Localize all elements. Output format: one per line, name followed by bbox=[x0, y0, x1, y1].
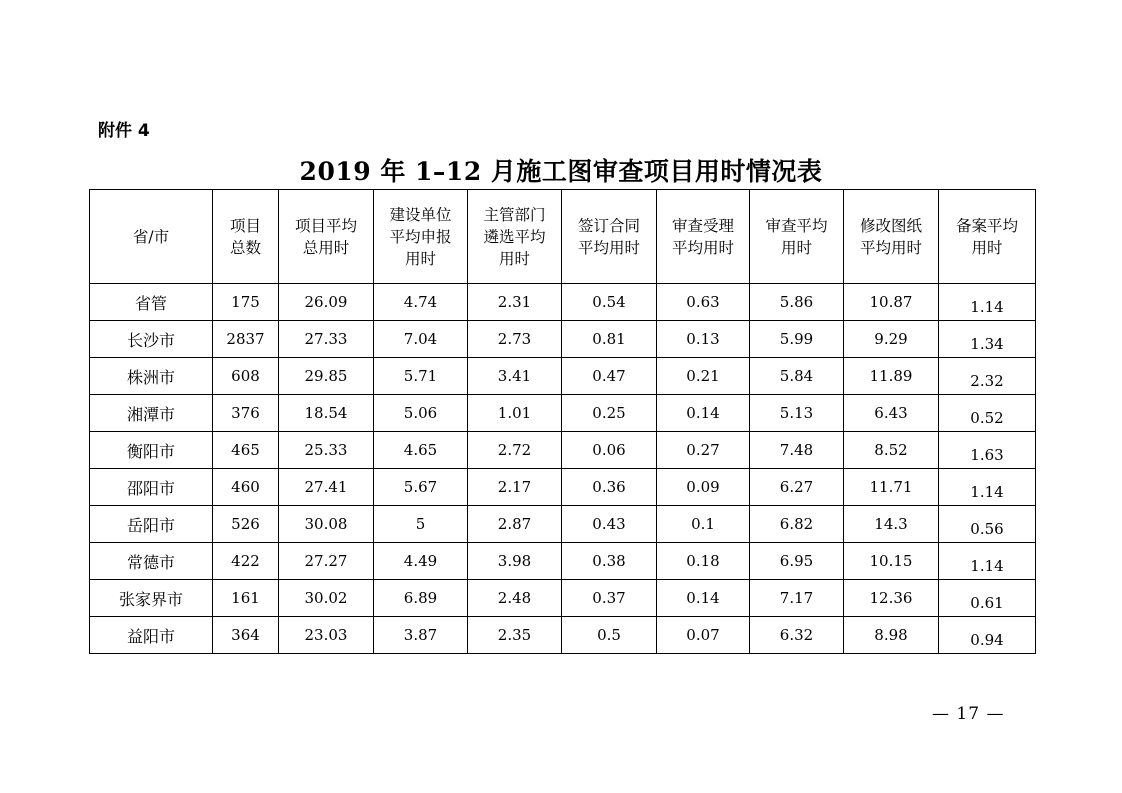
column-header-line: 平均用时 bbox=[671, 238, 734, 257]
table-cell: 422 bbox=[213, 543, 279, 580]
table-cell: 11.71 bbox=[844, 469, 939, 506]
table-cell: 0.54 bbox=[562, 284, 657, 321]
table-cell: 0.43 bbox=[562, 506, 657, 543]
region-name-cell: 株洲市 bbox=[90, 358, 213, 395]
table-cell: 4.49 bbox=[374, 543, 468, 580]
table-cell: 8.52 bbox=[844, 432, 939, 469]
region-name-cell: 湘潭市 bbox=[90, 395, 213, 432]
table-cell: 2.31 bbox=[468, 284, 562, 321]
table-cell: 608 bbox=[213, 358, 279, 395]
column-header bbox=[213, 190, 279, 284]
table-cell: 0.52 bbox=[939, 395, 1036, 432]
table-cell: 5.67 bbox=[374, 469, 468, 506]
column-header bbox=[90, 190, 213, 284]
column-header-line: 项目 bbox=[229, 216, 261, 235]
column-header bbox=[750, 190, 844, 284]
table-cell: 7.17 bbox=[750, 580, 844, 617]
region-name-cell: 常德市 bbox=[90, 543, 213, 580]
table-cell: 18.54 bbox=[279, 395, 374, 432]
table-cell: 460 bbox=[213, 469, 279, 506]
table-row bbox=[90, 543, 1036, 580]
table-cell: 364 bbox=[213, 617, 279, 654]
table-cell: 1.14 bbox=[939, 543, 1036, 580]
project-time-table bbox=[89, 189, 1036, 654]
table-row bbox=[90, 395, 1036, 432]
table-cell: 0.61 bbox=[939, 580, 1036, 617]
table-row bbox=[90, 580, 1036, 617]
column-header-line: 总数 bbox=[229, 238, 261, 257]
table-cell: 7.04 bbox=[374, 321, 468, 358]
table-cell: 0.81 bbox=[562, 321, 657, 358]
column-header-line: 总用时 bbox=[302, 238, 350, 257]
table-cell: 0.1 bbox=[657, 506, 750, 543]
table-cell: 0.5 bbox=[562, 617, 657, 654]
column-header bbox=[562, 190, 657, 284]
table-cell: 2.48 bbox=[468, 580, 562, 617]
column-header-line: 用时 bbox=[780, 238, 812, 257]
table-cell: 27.33 bbox=[279, 321, 374, 358]
table-cell: 1.01 bbox=[468, 395, 562, 432]
table-cell: 5.71 bbox=[374, 358, 468, 395]
table-cell: 11.89 bbox=[844, 358, 939, 395]
table-cell: 0.63 bbox=[657, 284, 750, 321]
table-cell: 1.34 bbox=[939, 321, 1036, 358]
region-name-cell: 衡阳市 bbox=[90, 432, 213, 469]
table-row bbox=[90, 432, 1036, 469]
table-cell: 0.38 bbox=[562, 543, 657, 580]
table-cell: 23.03 bbox=[279, 617, 374, 654]
table-cell: 2.32 bbox=[939, 358, 1036, 395]
page-number: — 17 — bbox=[932, 704, 1005, 724]
table-cell: 0.37 bbox=[562, 580, 657, 617]
table-cell: 27.27 bbox=[279, 543, 374, 580]
table-cell: 2.35 bbox=[468, 617, 562, 654]
table-header bbox=[90, 190, 1036, 284]
table-cell: 5 bbox=[374, 506, 468, 543]
column-header-line: 审查平均 bbox=[765, 216, 828, 235]
table-cell: 26.09 bbox=[279, 284, 374, 321]
table-cell: 0.21 bbox=[657, 358, 750, 395]
column-header-line: 修改图纸 bbox=[859, 216, 922, 235]
column-header-line: 签订合同 bbox=[577, 216, 640, 235]
table-cell: 14.3 bbox=[844, 506, 939, 543]
region-name-cell: 张家界市 bbox=[90, 580, 213, 617]
column-header-line: 用时 bbox=[971, 238, 1003, 257]
table-cell: 10.15 bbox=[844, 543, 939, 580]
table-cell: 12.36 bbox=[844, 580, 939, 617]
table-row bbox=[90, 469, 1036, 506]
table-cell: 6.95 bbox=[750, 543, 844, 580]
table-cell: 465 bbox=[213, 432, 279, 469]
table-cell: 9.29 bbox=[844, 321, 939, 358]
table-cell: 10.87 bbox=[844, 284, 939, 321]
table-cell: 0.06 bbox=[562, 432, 657, 469]
table-cell: 0.56 bbox=[939, 506, 1036, 543]
table-cell: 175 bbox=[213, 284, 279, 321]
table-cell: 1.14 bbox=[939, 469, 1036, 506]
table-cell: 0.09 bbox=[657, 469, 750, 506]
column-header-line: 用时 bbox=[404, 249, 436, 268]
table-cell: 2837 bbox=[213, 321, 279, 358]
table-cell: 30.02 bbox=[279, 580, 374, 617]
table-row bbox=[90, 617, 1036, 654]
attachment-label: 附件 4 bbox=[98, 121, 150, 141]
table-cell: 0.94 bbox=[939, 617, 1036, 654]
table-cell: 30.08 bbox=[279, 506, 374, 543]
column-header-line: 项目平均 bbox=[294, 216, 357, 235]
table-cell: 6.27 bbox=[750, 469, 844, 506]
column-header-line: 平均申报 bbox=[389, 227, 452, 246]
table-cell: 25.33 bbox=[279, 432, 374, 469]
table-cell: 0.18 bbox=[657, 543, 750, 580]
table-cell: 5.06 bbox=[374, 395, 468, 432]
table-body bbox=[90, 284, 1036, 654]
region-name-cell: 长沙市 bbox=[90, 321, 213, 358]
table-cell: 3.41 bbox=[468, 358, 562, 395]
table-cell: 0.36 bbox=[562, 469, 657, 506]
header-row bbox=[90, 190, 1036, 284]
region-name-cell: 益阳市 bbox=[90, 617, 213, 654]
table-cell: 0.14 bbox=[657, 580, 750, 617]
table-cell: 4.74 bbox=[374, 284, 468, 321]
table-cell: 5.86 bbox=[750, 284, 844, 321]
table-cell: 526 bbox=[213, 506, 279, 543]
table-cell: 7.48 bbox=[750, 432, 844, 469]
table-row bbox=[90, 321, 1036, 358]
table-cell: 2.72 bbox=[468, 432, 562, 469]
table-cell: 2.87 bbox=[468, 506, 562, 543]
region-name-cell: 岳阳市 bbox=[90, 506, 213, 543]
region-name-cell: 省管 bbox=[90, 284, 213, 321]
column-header-line: 平均用时 bbox=[859, 238, 922, 257]
column-header bbox=[374, 190, 468, 284]
table-cell: 3.98 bbox=[468, 543, 562, 580]
column-header-line: 遴选平均 bbox=[483, 227, 546, 246]
column-header-line: 用时 bbox=[498, 249, 530, 268]
column-header bbox=[279, 190, 374, 284]
column-header-line: 审查受理 bbox=[671, 216, 734, 235]
table-cell: 0.13 bbox=[657, 321, 750, 358]
table-cell: 0.07 bbox=[657, 617, 750, 654]
column-header bbox=[844, 190, 939, 284]
column-header-line: 平均用时 bbox=[577, 238, 640, 257]
table-cell: 0.25 bbox=[562, 395, 657, 432]
column-header bbox=[468, 190, 562, 284]
table-cell: 5.84 bbox=[750, 358, 844, 395]
region-name-cell: 邵阳市 bbox=[90, 469, 213, 506]
table-cell: 27.41 bbox=[279, 469, 374, 506]
table-cell: 5.13 bbox=[750, 395, 844, 432]
table-cell: 6.32 bbox=[750, 617, 844, 654]
table-cell: 6.82 bbox=[750, 506, 844, 543]
table-cell: 0.14 bbox=[657, 395, 750, 432]
table-cell: 376 bbox=[213, 395, 279, 432]
table-row bbox=[90, 506, 1036, 543]
table-cell: 3.87 bbox=[374, 617, 468, 654]
column-header bbox=[657, 190, 750, 284]
table-cell: 1.63 bbox=[939, 432, 1036, 469]
table-cell: 5.99 bbox=[750, 321, 844, 358]
table-cell: 4.65 bbox=[374, 432, 468, 469]
page-title: 2019 年 1–12 月施工图审查项目用时情况表 bbox=[299, 157, 823, 186]
table-cell: 6.43 bbox=[844, 395, 939, 432]
table-cell: 6.89 bbox=[374, 580, 468, 617]
column-header-line: 省/市 bbox=[132, 227, 170, 246]
table-row bbox=[90, 284, 1036, 321]
table-cell: 2.73 bbox=[468, 321, 562, 358]
table-cell: 2.17 bbox=[468, 469, 562, 506]
table-cell: 0.27 bbox=[657, 432, 750, 469]
column-header-line: 备案平均 bbox=[955, 216, 1018, 235]
column-header-line: 建设单位 bbox=[389, 205, 452, 224]
table-cell: 0.47 bbox=[562, 358, 657, 395]
table-row bbox=[90, 358, 1036, 395]
column-header bbox=[939, 190, 1036, 284]
table-cell: 1.14 bbox=[939, 284, 1036, 321]
table-cell: 161 bbox=[213, 580, 279, 617]
table-cell: 29.85 bbox=[279, 358, 374, 395]
table-cell: 8.98 bbox=[844, 617, 939, 654]
column-header-line: 主管部门 bbox=[483, 205, 546, 224]
